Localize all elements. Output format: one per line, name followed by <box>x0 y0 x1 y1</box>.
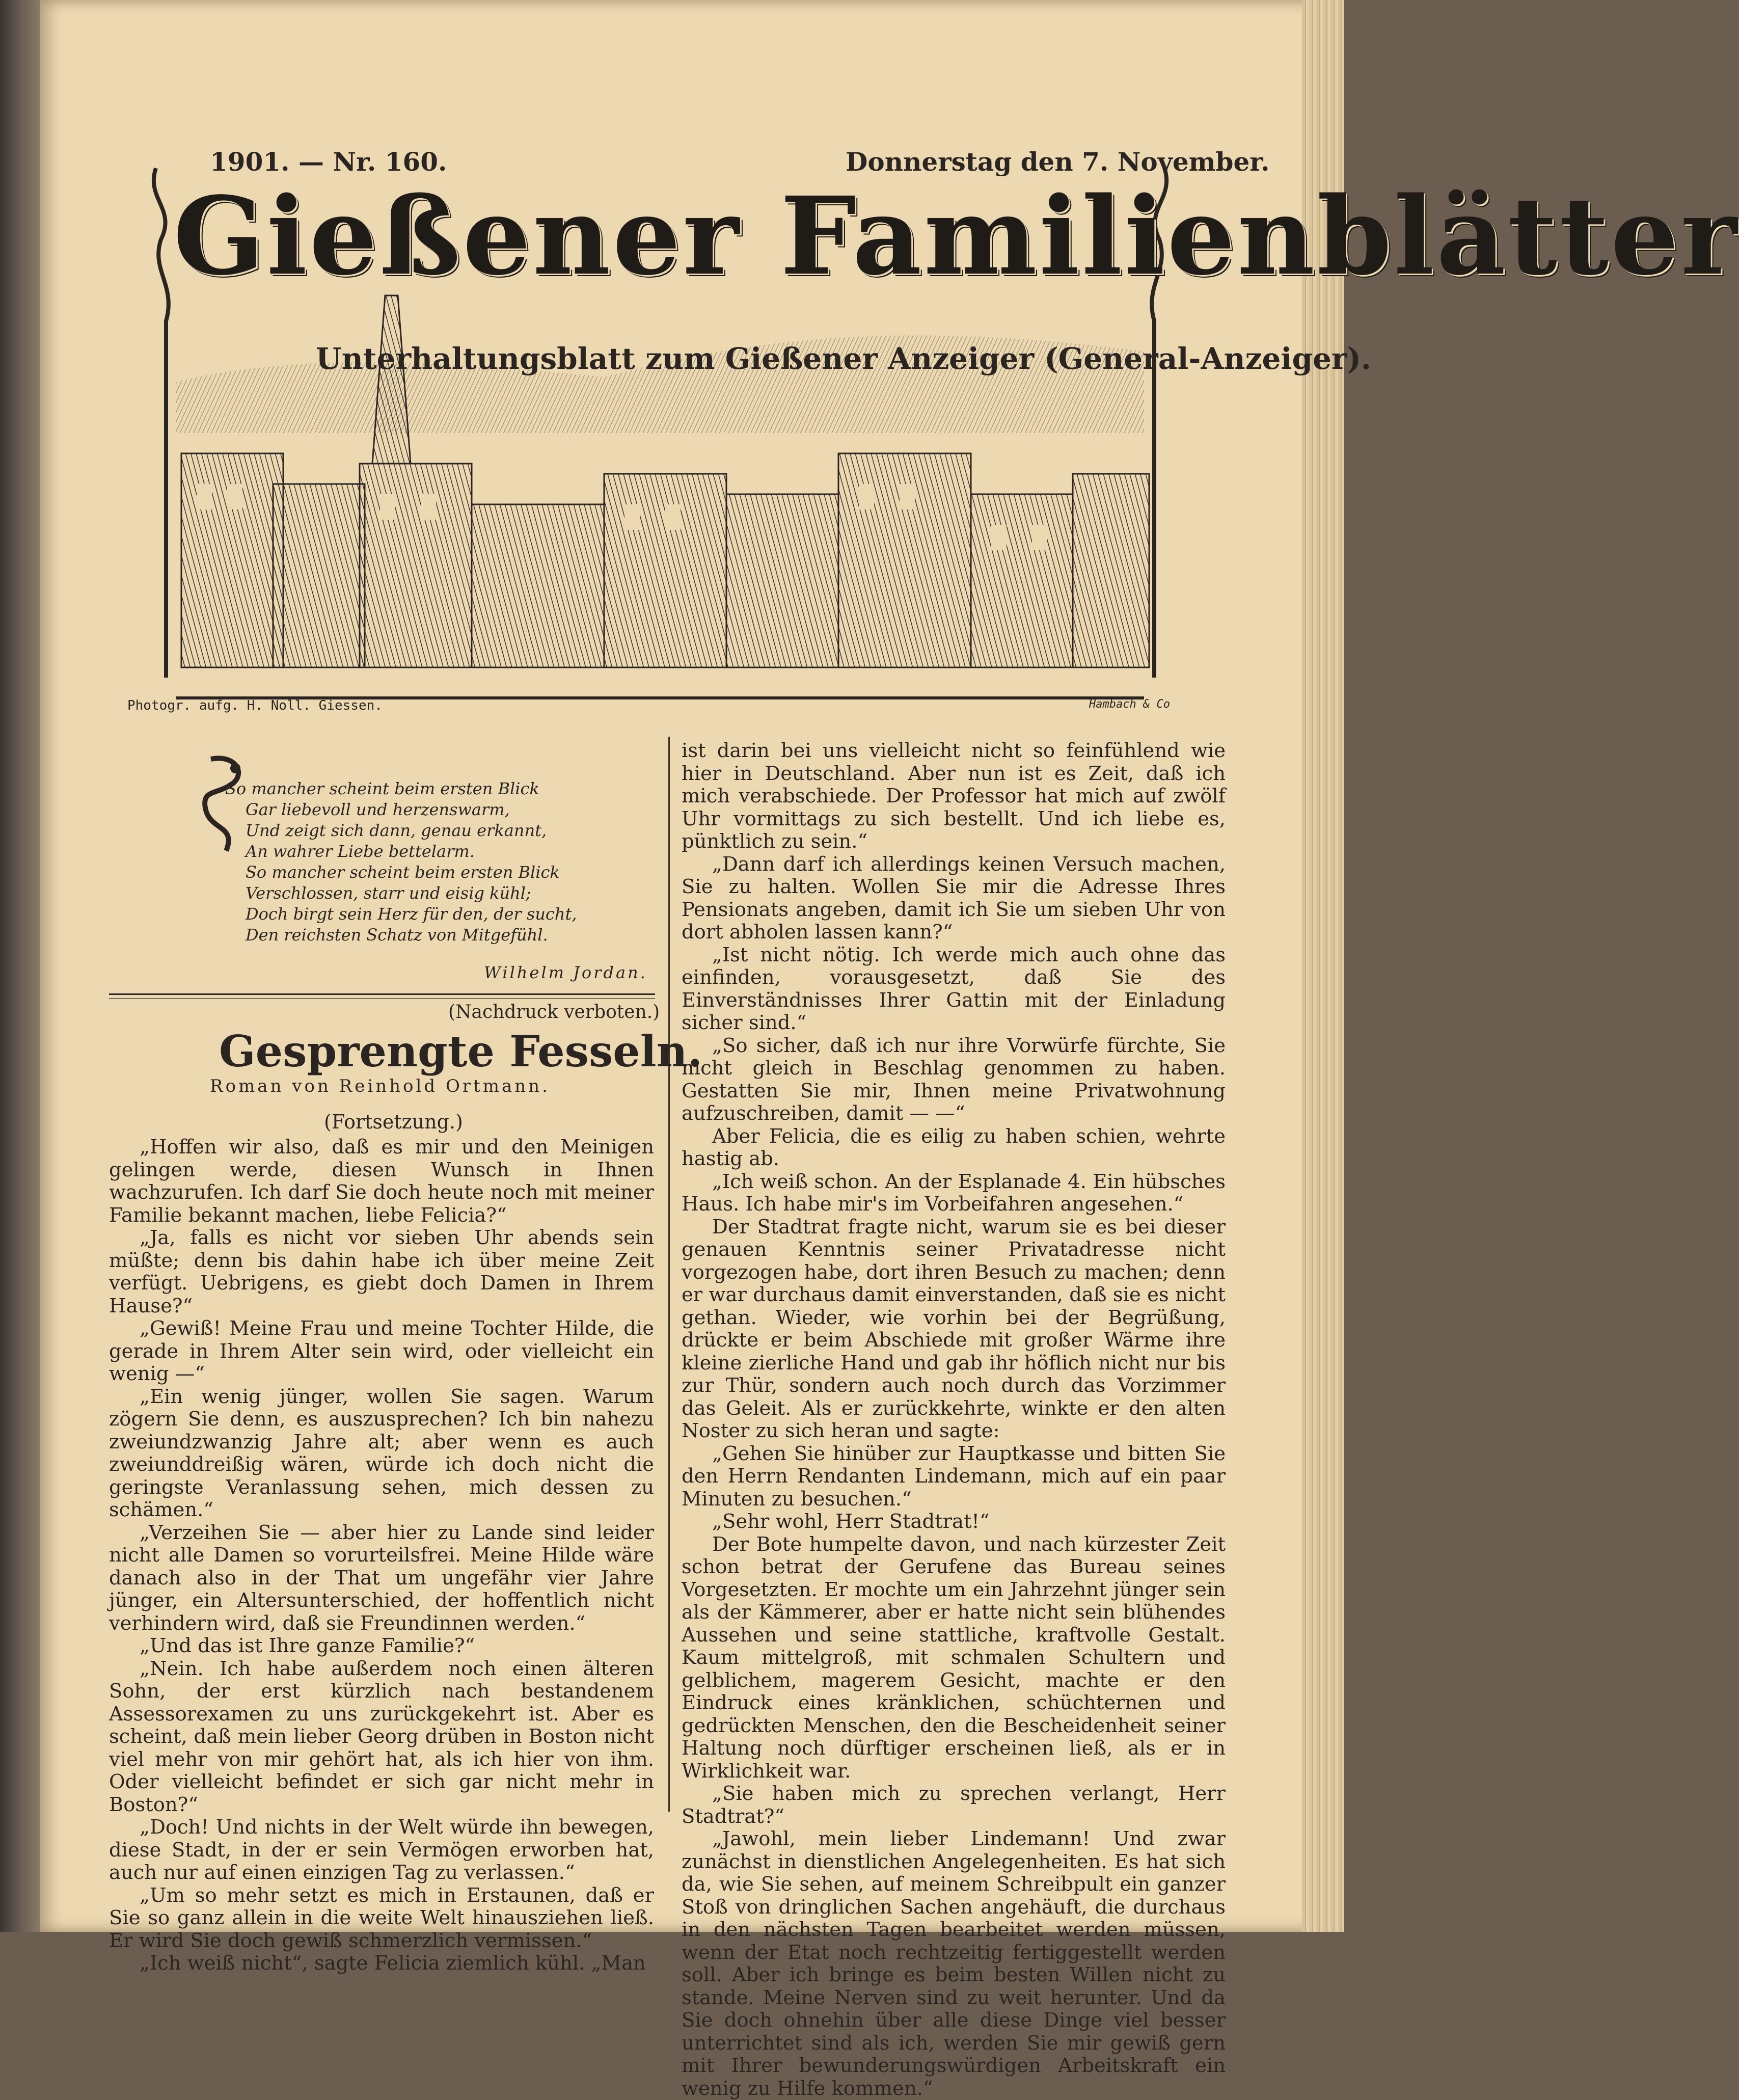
masthead-subtitle: Unterhaltungsblatt zum Gießener Anzeiger (General-Anzeiger). <box>316 341 1372 376</box>
continuation-label: (Fortsetzung.) <box>324 1111 463 1133</box>
paragraph: „Nein. Ich habe außerdem noch einen älteren Sohn, der erst kürzlich nach bestandenem Assessorexamen zu uns zurückgekehrt ist. Aber es scheint, daß mein lieber Georg drüben in Boston nicht viel mehr von mir gehört hat, als ich hier von ihm. Oder vielleicht befindet er sich gar nicht mehr in Boston?“ <box>109 1657 654 1816</box>
engraver-credit: Hambach & Co <box>1089 698 1170 711</box>
poem <box>189 778 577 946</box>
poem-line: Gar liebevoll und herzenswarm, <box>246 800 510 819</box>
paragraph: „Ist nicht nötig. Ich werde mich auch ohne das einfinden, vorausgesetzt, daß Sie des Einverständnisses Ihrer Gattin mit der Einladung sicher sind.“ <box>682 943 1226 1034</box>
poem-line: Und zeigt sich dann, genau erkannt, <box>246 821 547 840</box>
article-byline: Roman von Reinhold Ortmann. <box>210 1076 550 1096</box>
paragraph: Der Bote humpelte davon, und nach kürzester Zeit schon betrat der Gerufene das Bureau seines Vorgesetzten. Er mochte um ein Jahrzehnt jünger sein als der Kämmerer, aber er hatte nicht sein blühendes Aussehen und seine stattliche, kraftvolle Gestalt. Kaum mittelgroß, mit schmalen Schultern und gelblichem, magerem Gesicht, machte er den Eindruck eines kränklichen, schüchternen und gedrückten Menschen, den die Bescheidenheit seiner Haltung noch dürftiger erscheinen ließ, als er in Wirklichkeit war. <box>682 1532 1226 1783</box>
paragraph: „So sicher, daß ich nur ihre Vorwürfe fürchte, Sie nicht gleich in Beschlag genommen zu haben. Gestatten Sie mir, Ihnen meine Privatwohnung aufzuschreiben, damit — —“ <box>682 1034 1226 1125</box>
paragraph: „Gewiß! Meine Frau und meine Tochter Hilde, die gerade in Ihrem Alter sein wird, oder vielleicht ein wenig —“ <box>109 1317 654 1385</box>
column-divider <box>668 737 670 1812</box>
issue-number: 1901. — Nr. 160. <box>210 147 447 177</box>
left-column-text <box>109 1136 654 1975</box>
right-column-text <box>682 740 1226 2100</box>
reprint-notice: (Nachdruck verboten.) <box>448 1002 660 1022</box>
paragraph: „Und das ist Ihre ganze Familie?“ <box>140 1634 475 1657</box>
paragraph: „Ich weiß schon. An der Esplanade 4. Ein hübsches Haus. Ich habe mir's im Vorbeifahren angesehen.“ <box>682 1170 1226 1216</box>
paragraph: „Ich weiß nicht“, sagte Felicia ziemlich kühl. „Man <box>140 1952 646 1975</box>
section-rule <box>109 993 655 999</box>
paragraph: „Um so mehr setzt es mich in Erstaunen, daß er Sie so ganz allein in die weite Welt hinausziehen ließ. Er wird Sie doch gewiß schmerzlich vermissen.“ <box>109 1883 654 1952</box>
poem-line: Verschlossen, starr und eisig kühl; <box>246 883 531 903</box>
paragraph: Der Stadtrat fragte nicht, warum sie es bei dieser genauen Kenntnis seiner Privatadresse nicht vorgezogen habe, dort ihren Besuch zu machen; denn er war durchaus damit einverstanden, daß sie es nicht gethan. Wieder, wie vorhin bei der Begrüßung, drückte er beim Abschiede mit großer Wärme ihre kleine zierliche Hand und gab ihr höflich nicht nur bis zur Thür, sondern auch noch durch das Vorzimmer das Geleit. Als er zurückkehrte, winkte er den alten Noster zu sich heran und sagte: <box>682 1215 1226 1442</box>
paragraph: „Gehen Sie hinüber zur Hauptkasse und bitten Sie den Herrn Rendanten Lindemann, mich auf ein paar Minuten zu besuchen.“ <box>682 1442 1226 1511</box>
article-title: Gesprengte Fesseln. <box>219 1026 702 1076</box>
poem-author: Wilhelm Jordan. <box>484 963 647 982</box>
issue-date: Donnerstag den 7. November. <box>846 147 1270 177</box>
photo-credit: Photogr. aufg. H. Noll. Giessen. <box>127 698 383 713</box>
paragraph: „Dann darf ich allerdings keinen Versuch machen, Sie zu halten. Wollen Sie mir die Adresse Ihres Pensionats angeben, damit ich Sie um sieben Uhr von dort abholen lassen kann?“ <box>682 852 1226 944</box>
poem-line: Den reichsten Schatz von Mitgefühl. <box>246 925 548 945</box>
paragraph: „Ja, falls es nicht vor sieben Uhr abends sein müßte; denn bis dahin habe ich über meine Zeit verfügt. Uebrigens, es giebt doch Damen in Ihrem Hause?“ <box>109 1226 654 1317</box>
book-binding <box>0 0 40 1932</box>
paragraph: „Jawohl, mein lieber Lindemann! Und zwar zunächst in dienstlichen Angelegenheiten. Es hat sich da, wie Sie sehen, auf meinem Schreibpult ein ganzer Stoß von dringlichen Sachen angehäuft, die durchaus in den nächsten Tagen bearbeitet werden müssen, wenn der Etat noch rechtzeitig fertiggestellt werden soll. Aber ich bringe es beim besten Willen nicht zu stande. Meine Nerven sind zu weit herunter. Und da Sie doch ohnehin über alle diese Dinge viel besser unterrichtet sind als ich, werden Sie mir gewiß gern mit Ihrer bewunderungswürdigen Arbeitskraft ein wenig zu Hilfe kommen.“ <box>682 1827 1226 2100</box>
paragraph: „Ein wenig jünger, wollen Sie sagen. Warum zögern Sie denn, es auszusprechen? Ich bin nahezu zweiundzwanzig Jahre alt; aber wenn es auch zweiunddreißig wären, würde ich doch nicht die geringste Veranlassung sehen, mich dessen zu schämen.“ <box>109 1385 654 1521</box>
paragraph: „Doch! Und nichts in der Welt würde ihn bewegen, diese Stadt, in der er sein Vermögen erworben hat, auch nur auf einen einzigen Tag zu verlassen.“ <box>109 1816 654 1884</box>
masthead-title: Gießener Familienblätter <box>173 173 1739 299</box>
poem-line: So mancher scheint beim ersten Blick <box>225 779 539 798</box>
paragraph: „Verzeihen Sie — aber hier zu Lande sind leider nicht alle Damen so vorurteilsfrei. Meine Hilde wäre danach also in der That um ungefähr vier Jahre jünger, ein Altersunterschied, der hoffentlich nicht verhindern wird, daß sie Freundinnen werden.“ <box>109 1521 654 1635</box>
paragraph: Aber Felicia, die es eilig zu haben schien, wehrte hastig ab. <box>682 1124 1226 1170</box>
paragraph: „Sehr wohl, Herr Stadtrat!“ <box>712 1510 990 1533</box>
poem-line: So mancher scheint beim ersten Blick <box>246 863 560 882</box>
paragraph: ist darin bei uns vielleicht nicht so feinfühlend wie hier in Deutschland. Aber nun ist es Zeit, daß ich mich verabschiede. Der Professor hat mich auf zwölf Uhr vormittags zu sich bestellt. Und ich liebe es, pünktlich zu sein.“ <box>682 739 1226 853</box>
poem-line: An wahrer Liebe bettelarm. <box>246 842 475 861</box>
poem-line: Doch birgt sein Herz für den, der sucht, <box>246 904 577 924</box>
paragraph: „Hoffen wir also, daß es mir und den Meinigen gelingen werde, diesen Wunsch in Ihnen wachzurufen. Ich darf Sie doch heute noch mit meiner Familie bekannt machen, liebe Felicia?“ <box>109 1136 654 1227</box>
paragraph: „Sie haben mich zu sprechen verlangt, Herr Stadtrat?“ <box>682 1782 1226 1828</box>
